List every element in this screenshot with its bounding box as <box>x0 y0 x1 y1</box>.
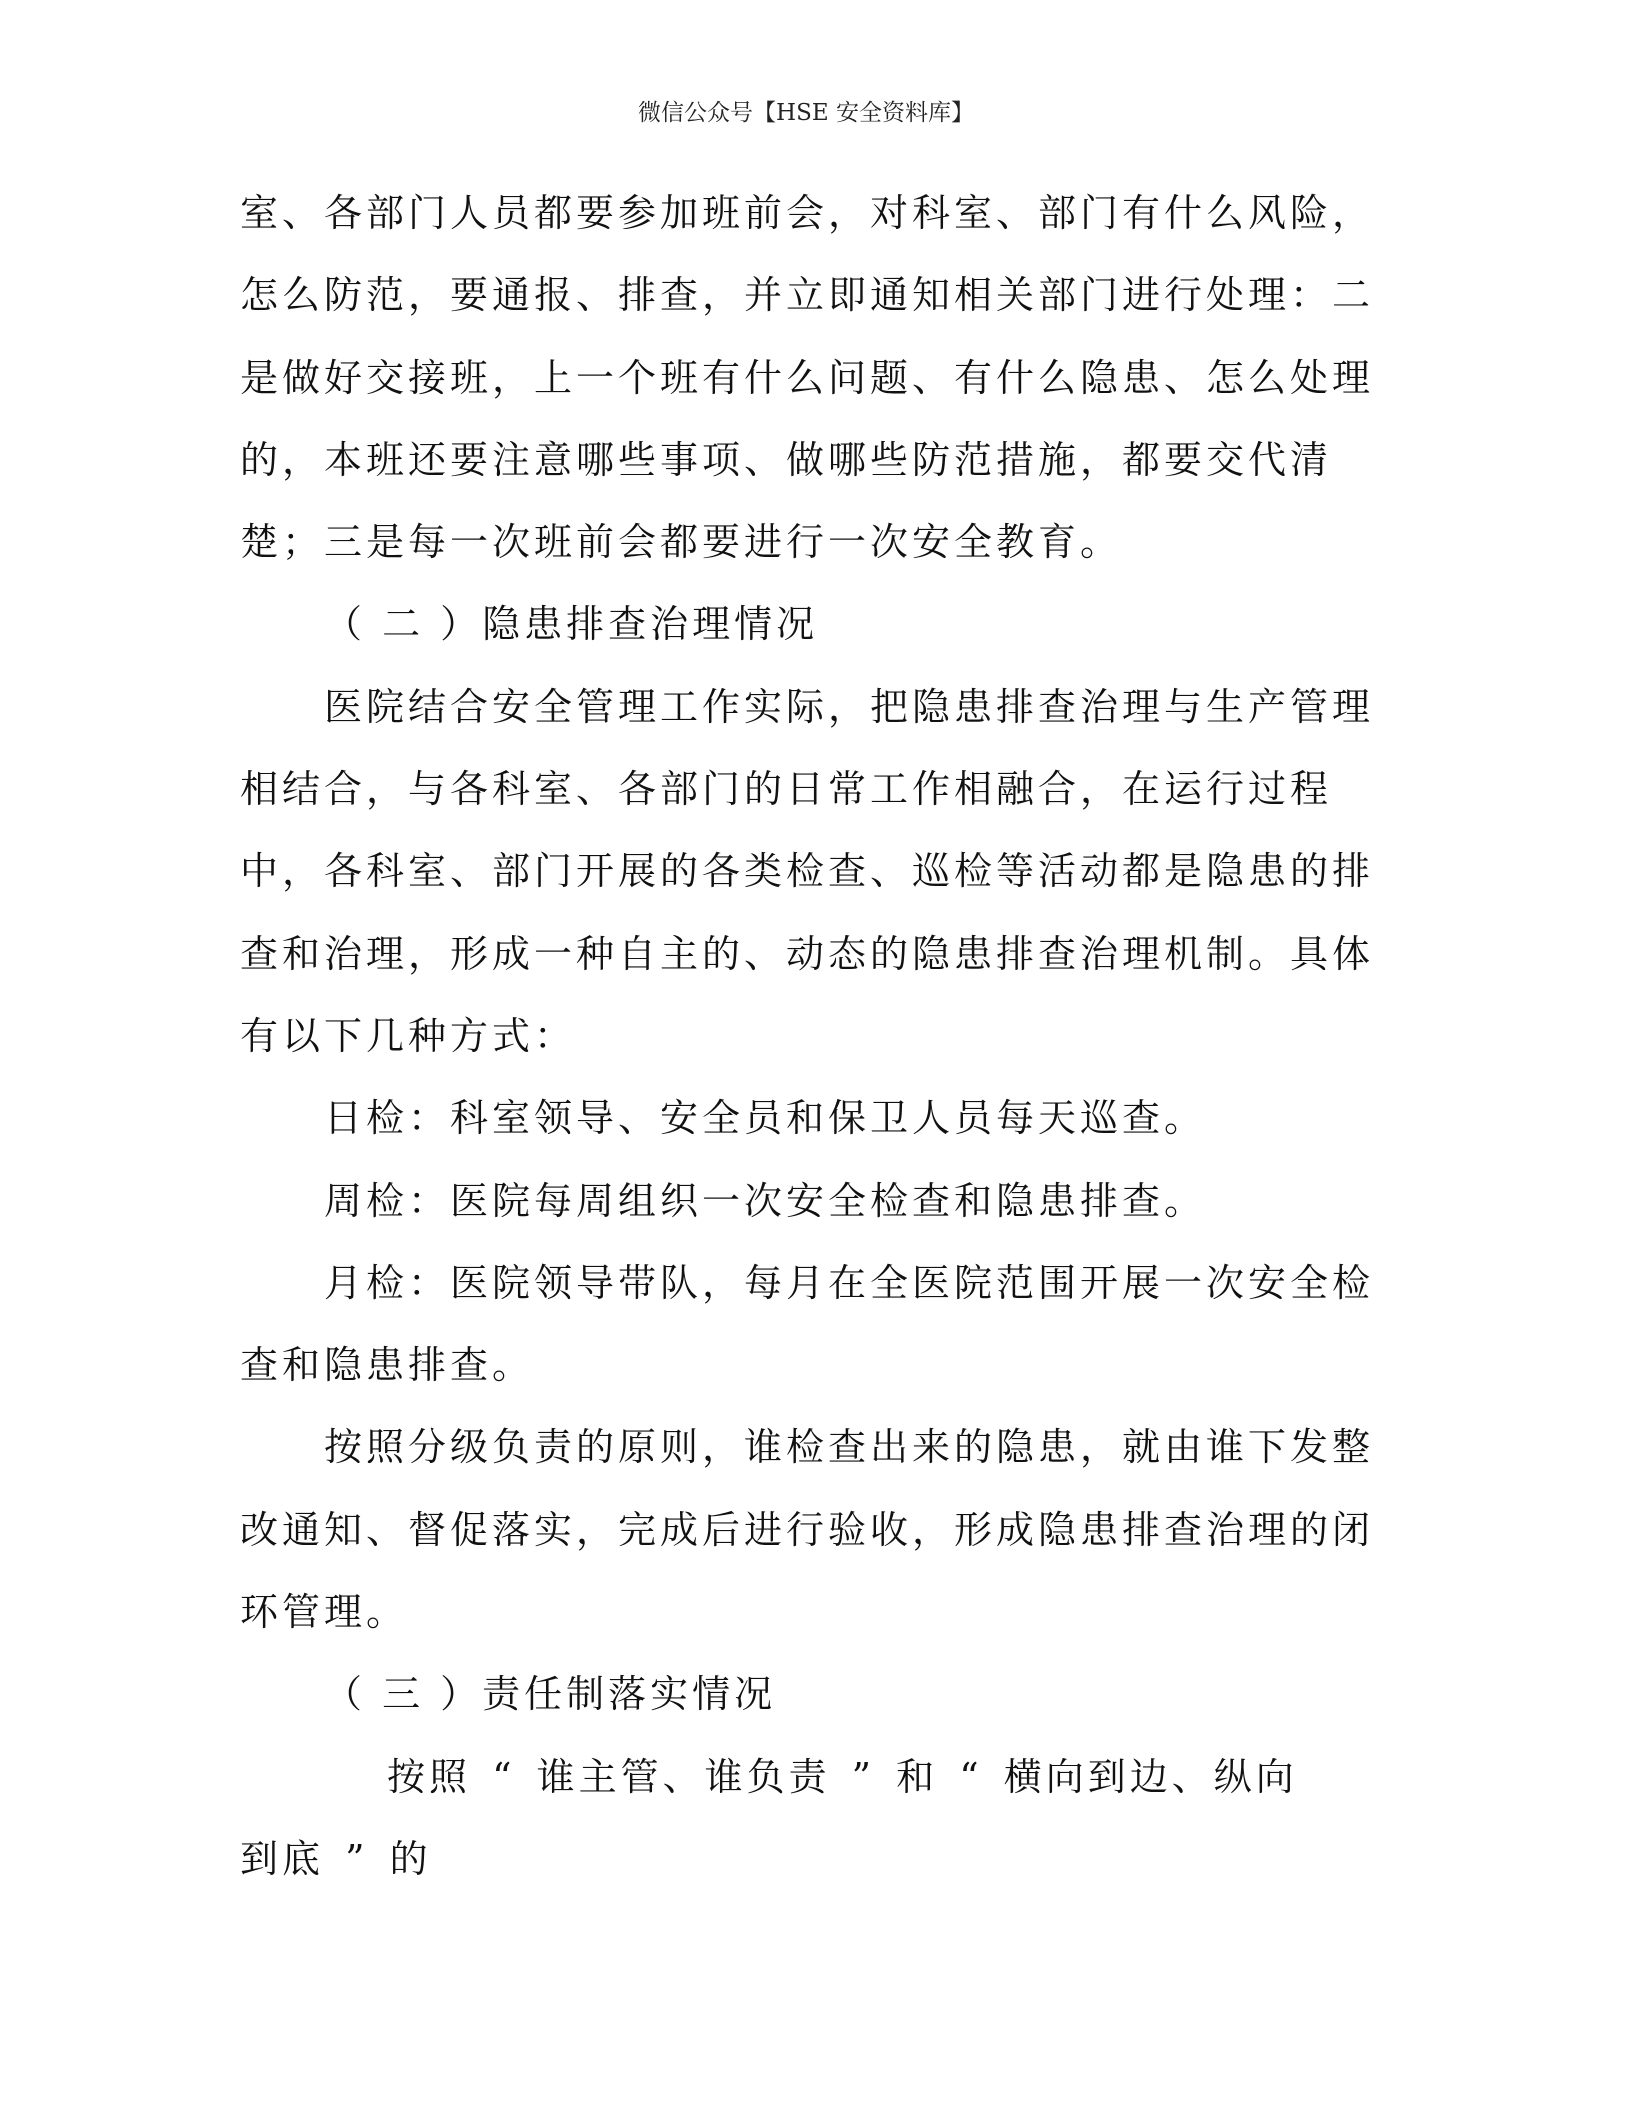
page-header: 微信公众号【HSE 安全资料库】 <box>638 100 974 126</box>
paragraph-line: 按照分级负责的原则，谁检查出来的隐患，就由谁下发整 <box>324 1425 1375 1470</box>
paragraph-line: 的，本班还要注意哪些事项、做哪些防范措施，都要交代清 <box>240 437 1333 482</box>
paragraph-line: 查和治理，形成一种自主的、动态的隐患排查治理机制。具体 <box>240 931 1375 976</box>
monthly-check-item: 月检：医院领导带队，每月在全医院范围开展一次安全检 <box>324 1260 1375 1305</box>
paragraph-line: 按照 “ 谁主管、谁负责 ” 和 “ 横向到边、纵向 <box>387 1754 1298 1799</box>
daily-check-item: 日检：科室领导、安全员和保卫人员每天巡查。 <box>324 1096 1207 1141</box>
section-heading-responsibility: （ 三 ）责任制落实情况 <box>324 1672 777 1717</box>
paragraph-line: 到底 ” 的 <box>240 1836 432 1881</box>
paragraph-line: 室、各部门人员都要参加班前会，对科室、部门有什么风险， <box>240 191 1375 235</box>
paragraph-line: 环管理。 <box>240 1590 409 1635</box>
paragraph-line: 是做好交接班，上一个班有什么问题、有什么隐患、怎么处理 <box>240 355 1375 400</box>
paragraph-line: 改通知、督促落实，完成后进行验收，形成隐患排查治理的闭 <box>240 1507 1375 1552</box>
paragraph-line: 中，各科室、部门开展的各类检查、巡检等活动都是隐患的排 <box>240 849 1375 894</box>
paragraph-line: 楚；三是每一次班前会都要进行一次安全教育。 <box>240 520 1123 565</box>
section-heading-hazard-investigation: （ 二 ）隐患排查治理情况 <box>324 602 819 647</box>
document-body <box>240 172 1376 1900</box>
monthly-check-item-continued: 查和隐患排查。 <box>240 1343 535 1388</box>
paragraph-line: 怎么防范，要通报、排查，并立即通知相关部门进行处理：二 <box>240 273 1375 318</box>
paragraph-line: 有以下几种方式： <box>240 1013 577 1058</box>
weekly-check-item: 周检：医院每周组织一次安全检查和隐患排查。 <box>324 1178 1207 1223</box>
paragraph-line: 医院结合安全管理工作实际，把隐患排查治理与生产管理 <box>324 684 1375 729</box>
paragraph-line: 相结合，与各科室、各部门的日常工作相融合，在运行过程 <box>240 767 1333 812</box>
